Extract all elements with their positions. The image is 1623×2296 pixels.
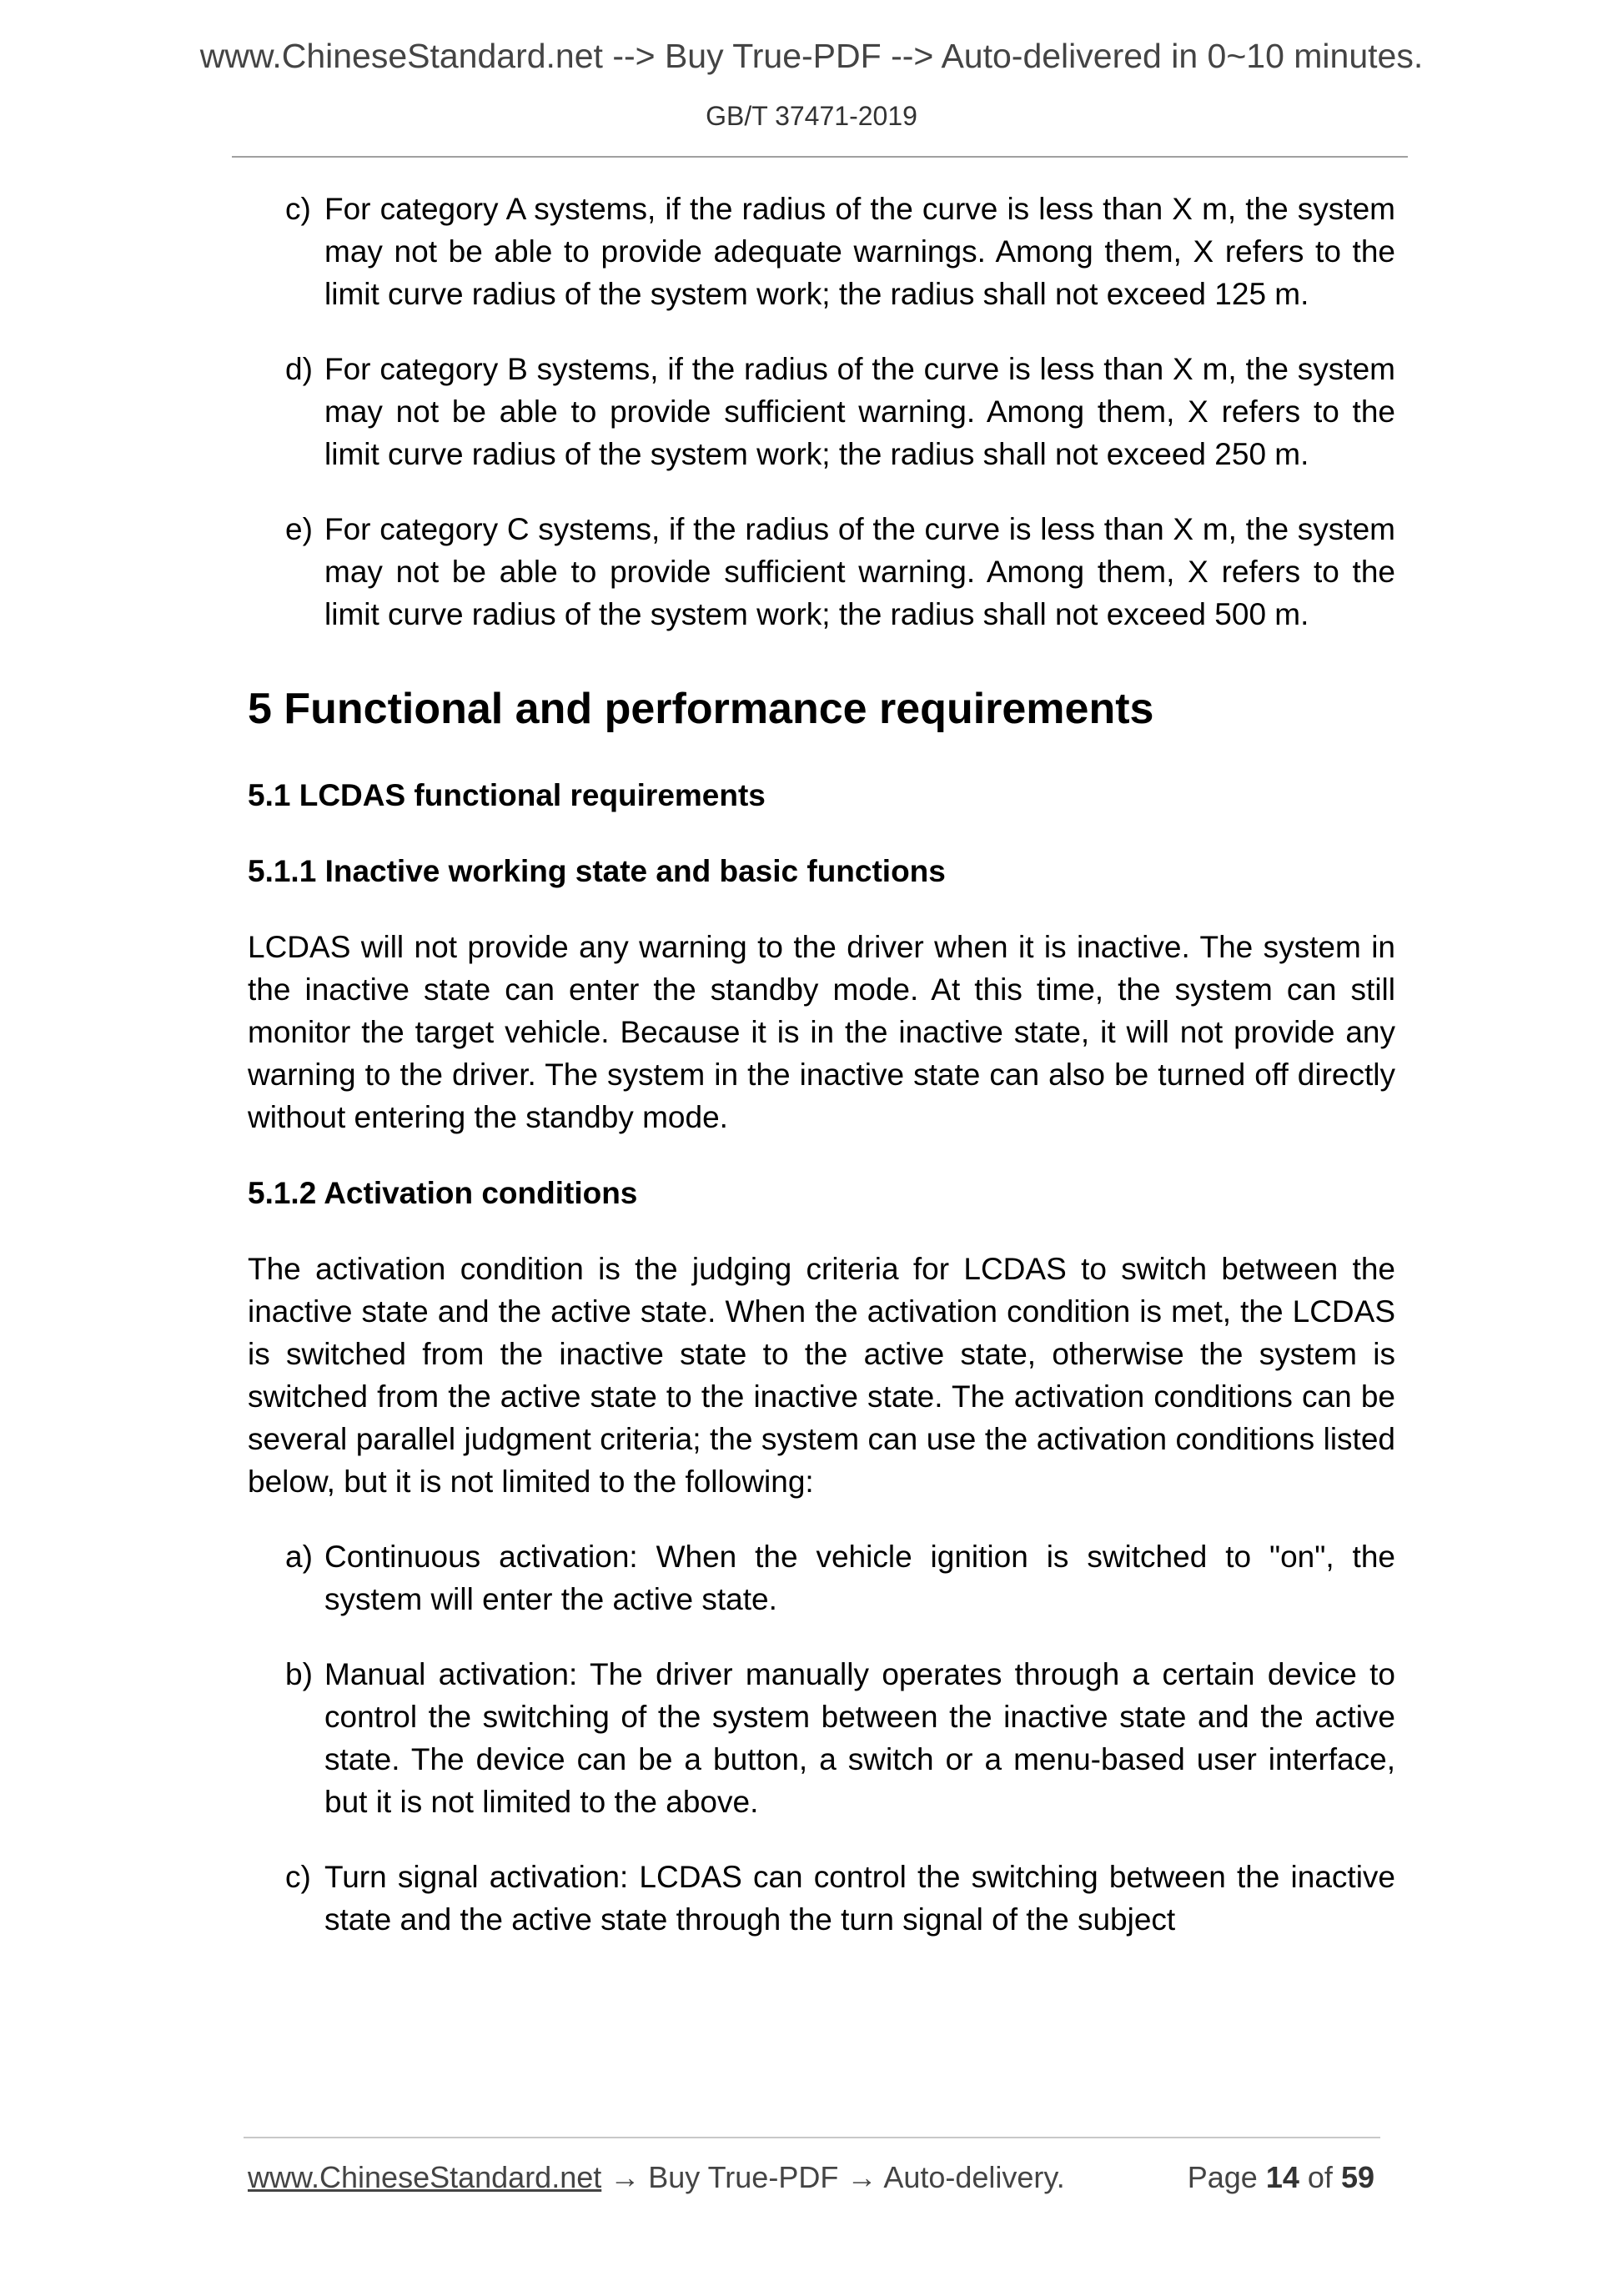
- section-5-1-1-paragraph: LCDAS will not provide any warning to the driver when it is inactive. The system in the inactive state can enter the standby mode. At this time, the system can still monitor the target vehicle. Because it is in the inactive state, it will not provide any warning to the driver. The system in the inactive state can also be turned off directly without entering the standby mode.: [248, 930, 1395, 1134]
- list-item-c: [248, 188, 1395, 315]
- list-item-text: For category A systems, if the radius of the curve is less than X m, the system may not be able to provide adequate warnings. Among them, X refers to the limit curve radius of the system work; the radius shall not exceed 125 m.: [324, 192, 1395, 311]
- list-item-label: c): [285, 192, 311, 226]
- section-5-heading: 5 Functional and performance requirements: [248, 685, 1154, 733]
- document-code: GB/T 37471-2019: [706, 101, 917, 131]
- page-content: [248, 188, 1395, 1941]
- list-item-a: [248, 1535, 1395, 1620]
- list-item-d: [248, 348, 1395, 475]
- list-item-label: e): [285, 512, 313, 546]
- footer-link-area: [248, 2160, 1065, 2195]
- footer-divider: [244, 2137, 1380, 2138]
- list-item-c-activation: [248, 1856, 1395, 1941]
- footer-text: → Buy True-PDF → Auto-delivery.: [601, 2160, 1065, 2194]
- list-item-label: a): [285, 1540, 313, 1574]
- list-item-text: Manual activation: The driver manually operates through a certain device to control the switching of the system between the inactive state and the active state. The device can be a button, a switch or a menu-based user interface, but it is not limited to the above.: [324, 1657, 1395, 1819]
- list-item-e: [248, 508, 1395, 636]
- section-5-1-2-paragraph: The activation condition is the judging criteria for LCDAS to switch between the inactive state and the active state. When the activation condition is met, the LCDAS is switched from the inactive state to the active state, otherwise the system is switched from the active state to the inactive state. The activation conditions can be several parallel judgment criteria; the system can use the activation conditions listed below, but it is not limited to the following:: [248, 1252, 1395, 1499]
- page-current: 14: [1265, 2160, 1299, 2194]
- header-divider: [232, 156, 1408, 158]
- footer-site-link[interactable]: www.ChineseStandard.net: [248, 2160, 602, 2194]
- section-5-1-1-heading: 5.1.1 Inactive working state and basic functions: [248, 854, 946, 888]
- page-of: of: [1307, 2160, 1333, 2194]
- list-item-label: d): [285, 352, 313, 386]
- list-item-label: c): [285, 1860, 311, 1894]
- page-label: Page: [1187, 2160, 1258, 2194]
- section-5-1-2-heading: 5.1.2 Activation conditions: [248, 1176, 638, 1210]
- list-item-text: Turn signal activation: LCDAS can control the switching between the inactive state and the active state through the turn signal of the subject: [324, 1860, 1395, 1937]
- list-item-text: For category B systems, if the radius of the curve is less than X m, the system may not be able to provide sufficient warning. Among them, X refers to the limit curve radius of the system work; the radius shall not exceed 250 m.: [324, 352, 1395, 471]
- list-item-text: Continuous activation: When the vehicle ignition is switched to "on", the system will enter the active state.: [324, 1540, 1395, 1616]
- page-number: [1188, 2160, 1374, 2195]
- list-item-b: [248, 1653, 1395, 1823]
- top-banner: www.ChineseStandard.net --> Buy True-PDF --> Auto-delivered in 0~10 minutes.: [199, 37, 1424, 75]
- list-item-label: b): [285, 1657, 313, 1691]
- list-item-text: For category C systems, if the radius of the curve is less than X m, the system may not be able to provide sufficient warning. Among them, X refers to the limit curve radius of the system work; the radius shall not exceed 500 m.: [324, 512, 1395, 631]
- page-total: 59: [1340, 2160, 1374, 2194]
- section-5-1-heading: 5.1 LCDAS functional requirements: [248, 778, 766, 812]
